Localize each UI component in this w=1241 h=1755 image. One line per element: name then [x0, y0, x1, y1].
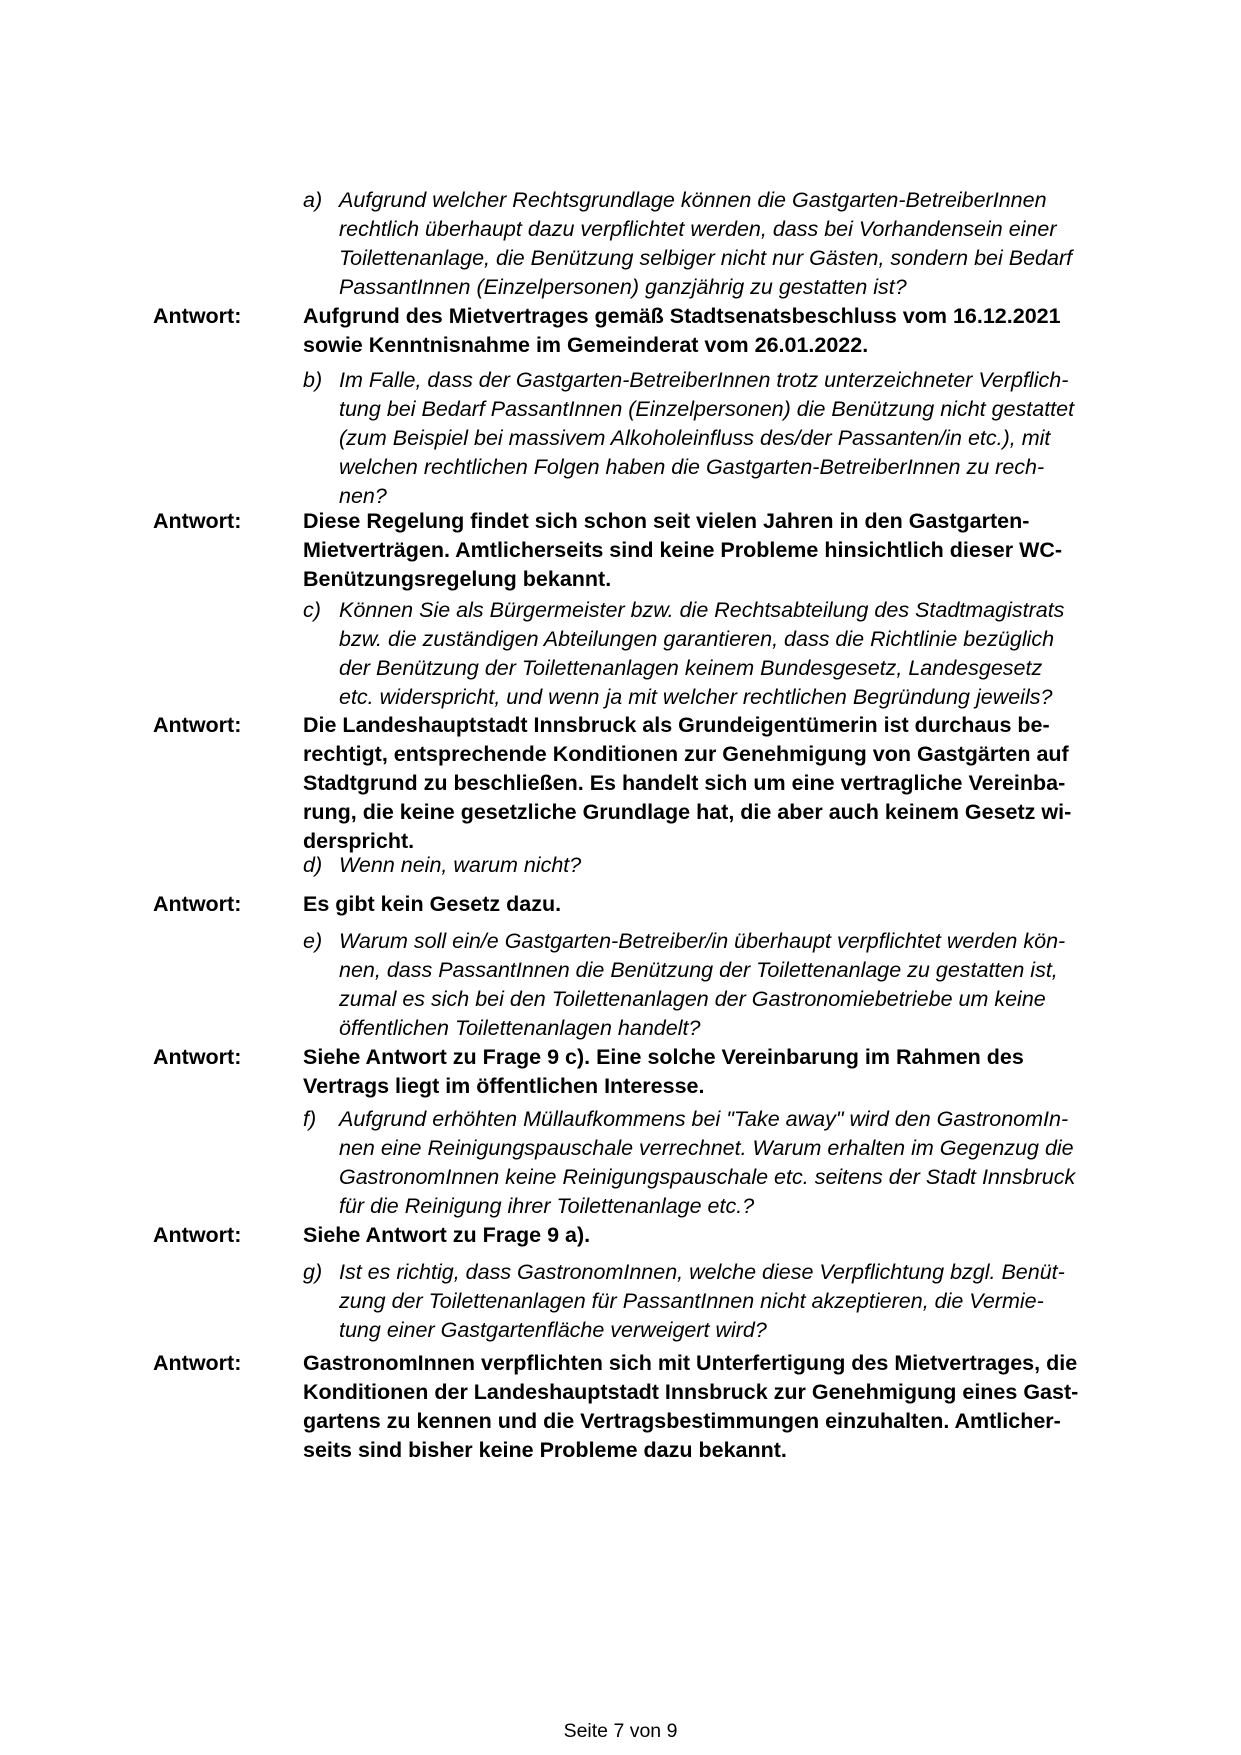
answer-line: rechtigt, entsprechende Konditionen zur Genehmigung von Gastgärten auf — [303, 742, 1069, 766]
answer-label: Antwort: — [153, 1045, 242, 1069]
question-item — [303, 1105, 1133, 1221]
answer-label: Antwort: — [153, 892, 242, 916]
question-line: tung einer Gastgartenfläche verweigert wird? — [339, 1318, 767, 1342]
answer-line: Konditionen der Landeshauptstadt Innsbruck zur Genehmigung eines Gast- — [303, 1380, 1079, 1404]
question-line: der Benützung der Toilettenanlagen keinem Bundesgesetz, Landesgesetz — [339, 656, 1043, 680]
question-line: öffentlichen Toilettenanlagen handelt? — [339, 1016, 701, 1040]
question-item — [303, 366, 1133, 511]
question-line: Im Falle, dass der Gastgarten-BetreiberInnen trotz unterzeichneter Verpflich- — [339, 368, 1069, 392]
question-line: Toilettenanlage, die Benützung selbiger nicht nur Gästen, sondern bei Bedarf — [339, 246, 1073, 270]
question-line: Können Sie als Bürgermeister bzw. die Rechtsabteilung des Stadtmagistrats — [339, 598, 1065, 622]
answer-label: Antwort: — [153, 509, 242, 533]
answer-label: Antwort: — [153, 1351, 242, 1375]
question-line: zung der Toilettenanlagen für PassantInnen nicht akzeptieren, die Vermie- — [339, 1289, 1044, 1313]
question-line: nen? — [339, 484, 387, 508]
answer-line: Mietverträgen. Amtlicherseits sind keine Probleme hinsichtlich dieser WC- — [303, 538, 1063, 562]
question-line: nen eine Reinigungspauschale verrechnet. Warum erhalten im Gegenzug die — [339, 1136, 1074, 1160]
question-line: (zum Beispiel bei massivem Alkoholeinfluss des/der Passanten/in etc.), mit — [339, 426, 1051, 450]
question-line: für die Reinigung ihrer Toilettenanlage etc.? — [339, 1194, 755, 1218]
answer-line: Vertrags liegt im öffentlichen Interesse. — [303, 1074, 705, 1098]
question-line: rechtlich überhaupt dazu verpflichtet werden, dass bei Vorhandensein einer — [339, 217, 1057, 241]
question-item — [303, 596, 1133, 712]
question-line: tung bei Bedarf PassantInnen (Einzelpersonen) die Benützung nicht gestattet — [339, 397, 1075, 421]
question-line: PassantInnen (Einzelpersonen) ganzjährig zu gestatten ist? — [339, 275, 907, 299]
question-text — [339, 1105, 1129, 1221]
answer-line: Es gibt kein Gesetz dazu. — [303, 892, 562, 916]
question-line: Warum soll ein/e Gastgarten-Betreiber/in überhaupt verpflichtet werden kön- — [339, 929, 1066, 953]
answer-text — [303, 1349, 1133, 1465]
question-item — [303, 851, 1133, 880]
question-line: zumal es sich bei den Toilettenanlagen der Gastronomiebetriebe um keine — [339, 987, 1046, 1011]
question-text — [339, 927, 1129, 1043]
answer-text — [303, 1221, 1133, 1250]
answer-line: GastronomInnen verpflichten sich mit Unterfertigung des Mietvertrages, die — [303, 1351, 1078, 1375]
question-line: bzw. die zuständigen Abteilungen garantieren, dass die Richtlinie bezüglich — [339, 627, 1055, 651]
question-letter: a) — [303, 188, 323, 212]
answer-text — [303, 1043, 1133, 1101]
answer-text — [303, 711, 1133, 856]
answer-line: gartens zu kennen und die Vertragsbestimmungen einzuhalten. Amtlicher- — [303, 1409, 1061, 1433]
question-line: welchen rechtlichen Folgen haben die Gastgarten-BetreiberInnen zu rech- — [339, 455, 1045, 479]
answer-line: sowie Kenntnisnahme im Gemeinderat vom 26.01.2022. — [303, 333, 869, 357]
question-letter: d) — [303, 853, 323, 877]
question-letter: e) — [303, 929, 323, 953]
answer-label: Antwort: — [153, 713, 242, 737]
question-line: GastronomInnen keine Reinigungspauschale etc. seitens der Stadt Innsbruck — [339, 1165, 1076, 1189]
question-text — [339, 366, 1129, 511]
page-footer: Seite 7 von 9 — [563, 1720, 678, 1742]
question-letter: g) — [303, 1260, 323, 1284]
question-item — [303, 927, 1133, 1043]
answer-line: Stadtgrund zu beschließen. Es handelt sich um eine vertragliche Vereinba- — [303, 771, 1066, 795]
question-text — [339, 186, 1129, 302]
question-item — [303, 1258, 1133, 1345]
question-line: nen, dass PassantInnen die Benützung der Toilettenanlage zu gestatten ist, — [339, 958, 1058, 982]
question-line: Ist es richtig, dass GastronomInnen, welche diese Verpflichtung bzgl. Benüt- — [339, 1260, 1065, 1284]
answer-line: rung, die keine gesetzliche Grundlage hat, die aber auch keinem Gesetz wi- — [303, 800, 1072, 824]
answer-label: Antwort: — [153, 1223, 242, 1247]
question-letter: b) — [303, 368, 323, 392]
question-text — [339, 1258, 1129, 1345]
question-line: Aufgrund erhöhten Müllaufkommens bei "Take away" wird den GastronomIn- — [339, 1107, 1069, 1131]
answer-label: Antwort: — [153, 304, 242, 328]
answer-text — [303, 302, 1133, 360]
answer-line: Aufgrund des Mietvertrages gemäß Stadtsenatsbeschluss vom 16.12.2021 — [303, 304, 1061, 328]
question-line: Aufgrund welcher Rechtsgrundlage können die Gastgarten-BetreiberInnen — [339, 188, 1047, 212]
answer-line: Benützungsregelung bekannt. — [303, 567, 612, 591]
question-letter: c) — [303, 598, 321, 622]
question-line: etc. widerspricht, und wenn ja mit welcher rechtlichen Begründung jeweils? — [339, 685, 1053, 709]
answer-line: seits sind bisher keine Probleme dazu bekannt. — [303, 1438, 787, 1462]
answer-text — [303, 507, 1133, 594]
answer-line: derspricht. — [303, 829, 415, 853]
question-letter: f) — [303, 1107, 317, 1131]
answer-line: Siehe Antwort zu Frage 9 a). — [303, 1223, 591, 1247]
question-text — [339, 851, 1129, 880]
question-item — [303, 186, 1133, 302]
answer-line: Diese Regelung findet sich schon seit vielen Jahren in den Gastgarten- — [303, 509, 1030, 533]
answer-text — [303, 890, 1133, 919]
question-text — [339, 596, 1129, 712]
answer-line: Siehe Antwort zu Frage 9 c). Eine solche Vereinbarung im Rahmen des — [303, 1045, 1024, 1069]
question-line: Wenn nein, warum nicht? — [339, 853, 582, 877]
answer-line: Die Landeshauptstadt Innsbruck als Grundeigentümerin ist durchaus be- — [303, 713, 1050, 737]
